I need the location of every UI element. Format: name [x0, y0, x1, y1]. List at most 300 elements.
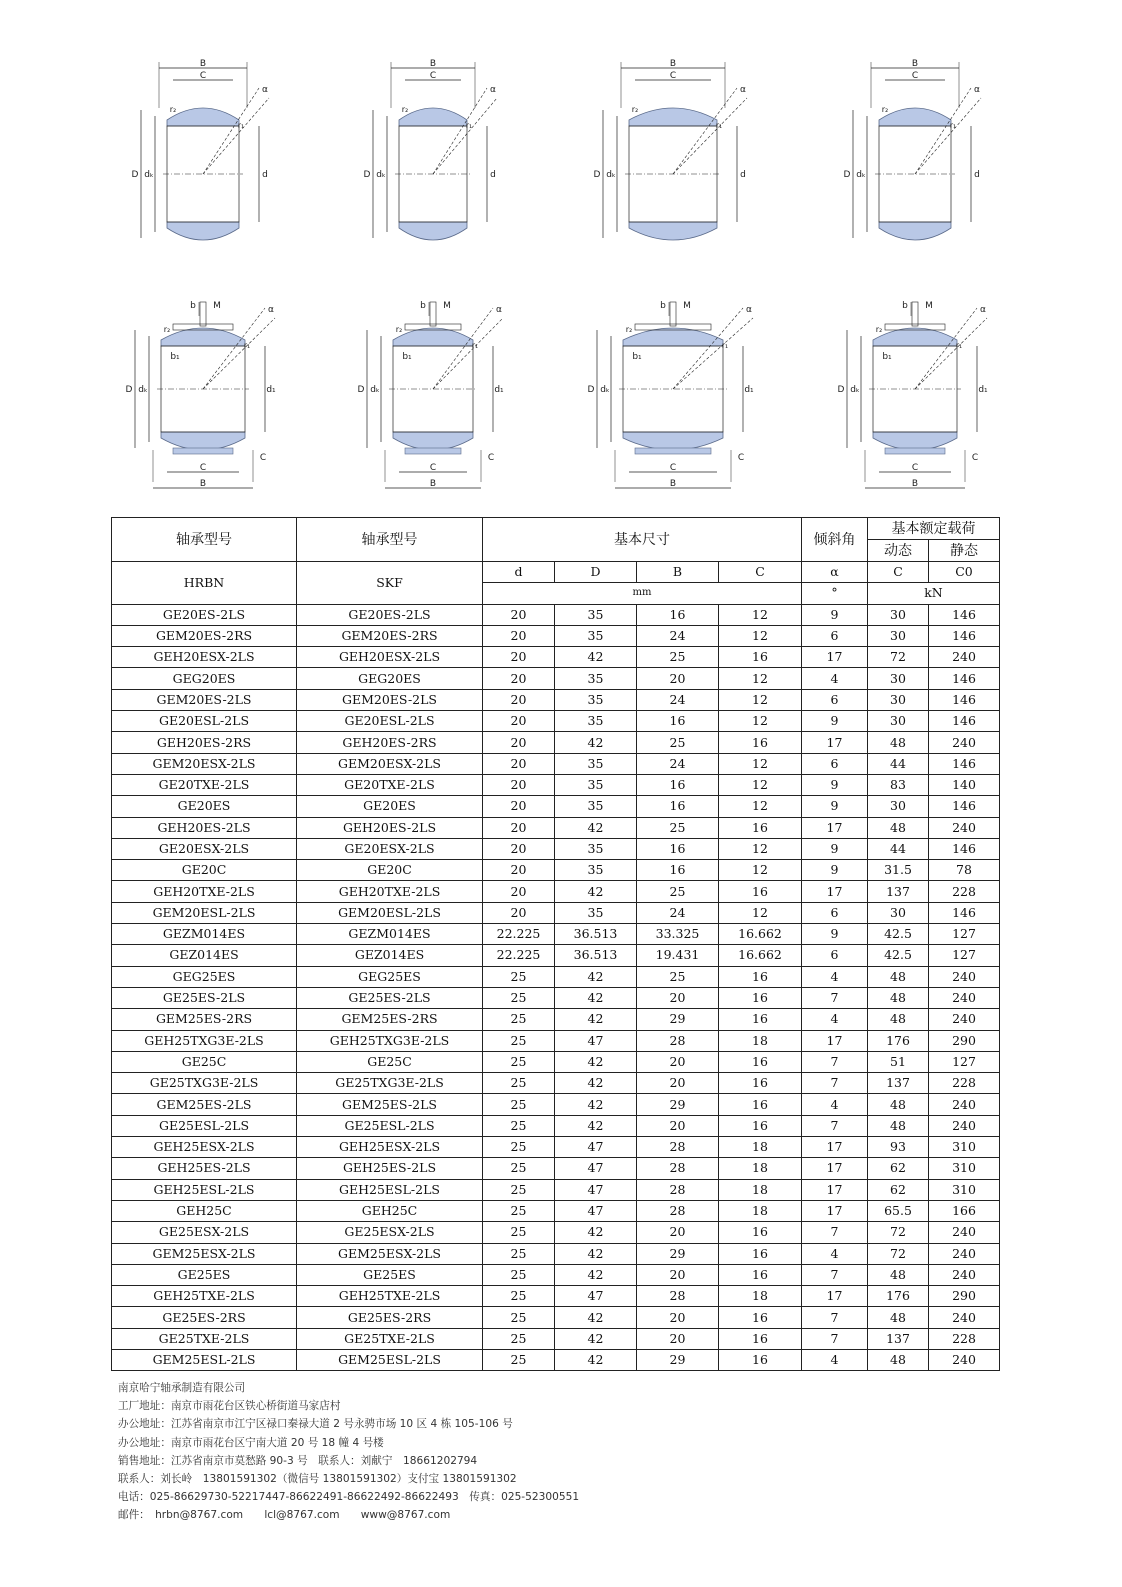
cell-hrbn-model: GEH25TXE-2LS	[112, 1286, 297, 1307]
cell-c0-static: 127	[929, 945, 1000, 966]
cell-alpha: 4	[802, 1009, 868, 1030]
cell-alpha: 17	[802, 732, 868, 753]
cell-skf-model: GE25TXE-2LS	[297, 1328, 483, 1349]
cell-hrbn-model: GEM25ESL-2LS	[112, 1349, 297, 1370]
table-row	[112, 668, 1000, 689]
cell-c0-static: 166	[929, 1200, 1000, 1221]
cell-c-dynamic: 30	[868, 604, 929, 625]
office-address-1: 办公地址：江苏省南京市江宁区禄口秦禄大道 2 号永骋市场 10 区 4 栋 105-106 号	[118, 1418, 513, 1431]
bearing-upper-section-bottom-3	[873, 328, 957, 346]
cell-c-dynamic: 176	[868, 1030, 929, 1051]
label-r1-bottom-1: r₁	[471, 341, 479, 350]
cell-c0-static: 146	[929, 711, 1000, 732]
label-b-bottom-1: b	[420, 301, 426, 311]
cell-D: 35	[555, 796, 637, 817]
label-r2-top-1: r₂	[401, 105, 409, 114]
header-model-skf: 轴承型号	[297, 518, 483, 562]
cell-C: 16	[719, 1349, 802, 1370]
bearing-upper-section-top-3	[879, 108, 951, 126]
cell-c0-static: 240	[929, 647, 1000, 668]
cell-c-dynamic: 72	[868, 1222, 929, 1243]
cell-c0-static: 290	[929, 1030, 1000, 1051]
label-d-top-0: d	[262, 170, 268, 180]
label-B-top-0: B	[199, 59, 207, 69]
table-row	[112, 753, 1000, 774]
table-row	[112, 1243, 1000, 1264]
cell-alpha: 6	[802, 689, 868, 710]
table-row	[112, 902, 1000, 923]
cell-D: 35	[555, 625, 637, 646]
cell-c-dynamic: 42.5	[868, 945, 929, 966]
cell-C: 16	[719, 881, 802, 902]
cell-c-dynamic: 30	[868, 625, 929, 646]
label-r1-top-1: r₁	[465, 121, 473, 130]
cell-D: 42	[555, 987, 637, 1008]
cell-skf-model: GEG25ES	[297, 966, 483, 987]
label-b1-bottom-0: b₁	[170, 352, 180, 362]
label-D-bottom-1: D	[357, 385, 365, 395]
cell-d: 25	[483, 1179, 555, 1200]
cell-skf-model: GE25ESX-2LS	[297, 1222, 483, 1243]
cell-c0-static: 240	[929, 1307, 1000, 1328]
table-row	[112, 1286, 1000, 1307]
cell-c0-static: 240	[929, 966, 1000, 987]
cell-skf-model: GEZM014ES	[297, 924, 483, 945]
alpha-line-1-bottom-2	[673, 308, 743, 389]
label-D-top-0: D	[131, 170, 139, 180]
cell-alpha: 4	[802, 966, 868, 987]
table-row	[112, 1115, 1000, 1136]
header-model-hrbn: 轴承型号	[112, 518, 297, 562]
cell-skf-model: GE25C	[297, 1051, 483, 1072]
cell-alpha: 4	[802, 1243, 868, 1264]
cell-alpha: 17	[802, 1179, 868, 1200]
cell-skf-model: GEH25TXE-2LS	[297, 1286, 483, 1307]
cell-hrbn-model: GEM25ES-2RS	[112, 1009, 297, 1030]
cell-D: 35	[555, 711, 637, 732]
cell-c0-static: 310	[929, 1179, 1000, 1200]
cell-alpha: 7	[802, 1328, 868, 1349]
cell-D: 35	[555, 689, 637, 710]
label-C-bottom-1: C	[429, 463, 437, 473]
cell-C: 16	[719, 1243, 802, 1264]
label-b-bottom-0: b	[190, 301, 196, 311]
cell-alpha: 7	[802, 987, 868, 1008]
cell-skf-model: GEM20ESL-2LS	[297, 902, 483, 923]
cell-hrbn-model: GEM25ESX-2LS	[112, 1243, 297, 1264]
bearing-drawings	[0, 0, 1122, 515]
table-row	[112, 625, 1000, 646]
cell-skf-model: GE20C	[297, 860, 483, 881]
cell-C: 12	[719, 625, 802, 646]
sym-C-dyn: C	[868, 562, 929, 583]
cell-C: 16.662	[719, 924, 802, 945]
cell-d: 25	[483, 966, 555, 987]
table-row	[112, 945, 1000, 966]
cell-D: 42	[555, 1264, 637, 1285]
cell-C: 16	[719, 1073, 802, 1094]
label-alpha-top-1: α	[490, 85, 496, 95]
cell-D: 42	[555, 1115, 637, 1136]
cell-skf-model: GEM25ESX-2LS	[297, 1243, 483, 1264]
bearing-lower-section-bottom-3	[873, 432, 957, 450]
alpha-line-1-top-0	[203, 88, 259, 174]
cell-c0-static: 240	[929, 1009, 1000, 1030]
cell-B: 29	[637, 1009, 719, 1030]
cell-d: 20	[483, 860, 555, 881]
table-row	[112, 689, 1000, 710]
sym-alpha: α	[802, 562, 868, 583]
cell-hrbn-model: GEH20ES-2LS	[112, 817, 297, 838]
header-dynamic: 动态	[868, 540, 929, 562]
cell-skf-model: GEM25ES-2LS	[297, 1094, 483, 1115]
label-B-top-3: B	[911, 59, 919, 69]
cell-d: 25	[483, 987, 555, 1008]
cell-d: 25	[483, 1243, 555, 1264]
table-row	[112, 711, 1000, 732]
lube-hole-bottom-1	[430, 302, 436, 326]
cell-d: 22.225	[483, 924, 555, 945]
cell-B: 20	[637, 1307, 719, 1328]
label-dk-top-0: dₖ	[144, 170, 154, 180]
label-b-bottom-2: b	[660, 301, 666, 311]
alpha-line-1-top-3	[915, 88, 971, 174]
cell-c-dynamic: 30	[868, 689, 929, 710]
cell-C: 16.662	[719, 945, 802, 966]
cell-D: 35	[555, 668, 637, 689]
cell-c0-static: 146	[929, 604, 1000, 625]
cell-skf-model: GEH20ES-2LS	[297, 817, 483, 838]
cell-c0-static: 146	[929, 902, 1000, 923]
cell-C: 18	[719, 1137, 802, 1158]
cell-d: 20	[483, 881, 555, 902]
sym-B: B	[637, 562, 719, 583]
cell-alpha: 9	[802, 924, 868, 945]
cell-hrbn-model: GE25TXG3E-2LS	[112, 1073, 297, 1094]
alpha-line-1-top-2	[673, 88, 737, 174]
cell-hrbn-model: GE25ES	[112, 1264, 297, 1285]
cell-c-dynamic: 137	[868, 881, 929, 902]
cell-B: 28	[637, 1200, 719, 1221]
header-tilt-angle: 倾斜角	[802, 518, 868, 562]
cell-alpha: 17	[802, 817, 868, 838]
cell-C: 12	[719, 668, 802, 689]
label-B-top-2: B	[669, 59, 677, 69]
label-D-bottom-2: D	[587, 385, 595, 395]
cell-d: 20	[483, 625, 555, 646]
label-C-low-bottom-2: C	[737, 453, 745, 463]
cell-D: 42	[555, 1073, 637, 1094]
label-alpha-bottom-3: α	[980, 305, 986, 315]
cell-c0-static: 228	[929, 1073, 1000, 1094]
table-row	[112, 1009, 1000, 1030]
cell-alpha: 9	[802, 604, 868, 625]
cell-B: 25	[637, 817, 719, 838]
cell-C: 16	[719, 1264, 802, 1285]
cell-B: 20	[637, 1222, 719, 1243]
cell-c-dynamic: 48	[868, 987, 929, 1008]
cell-D: 42	[555, 1051, 637, 1072]
cell-C: 16	[719, 1307, 802, 1328]
cell-B: 29	[637, 1094, 719, 1115]
cell-D: 47	[555, 1286, 637, 1307]
label-D-top-1: D	[363, 170, 371, 180]
cell-c0-static: 310	[929, 1137, 1000, 1158]
cell-C: 12	[719, 604, 802, 625]
cell-hrbn-model: GE20ESL-2LS	[112, 711, 297, 732]
cell-B: 24	[637, 689, 719, 710]
header-basic-dimensions: 基本尺寸	[483, 518, 802, 562]
cell-C: 16	[719, 987, 802, 1008]
cell-C: 18	[719, 1200, 802, 1221]
cell-alpha: 7	[802, 1073, 868, 1094]
cell-B: 20	[637, 1073, 719, 1094]
cell-skf-model: GE25TXG3E-2LS	[297, 1073, 483, 1094]
cell-d: 20	[483, 817, 555, 838]
cell-c-dynamic: 72	[868, 1243, 929, 1264]
bearing-upper-section-bottom-1	[393, 328, 473, 346]
header-static: 静态	[929, 540, 1000, 562]
cell-d: 20	[483, 902, 555, 923]
cell-c-dynamic: 48	[868, 1264, 929, 1285]
label-r1-bottom-3: r₁	[955, 341, 963, 350]
cell-c0-static: 146	[929, 753, 1000, 774]
cell-c-dynamic: 42.5	[868, 924, 929, 945]
bearing-upper-section-bottom-0	[161, 328, 245, 346]
cell-c0-static: 127	[929, 924, 1000, 945]
cell-d: 25	[483, 1073, 555, 1094]
cell-skf-model: GE25ESL-2LS	[297, 1115, 483, 1136]
label-B-bottom-1: B	[429, 479, 437, 489]
label-r2-bottom-2: r₂	[625, 325, 633, 334]
cell-hrbn-model: GE20ES-2LS	[112, 604, 297, 625]
cell-C: 12	[719, 902, 802, 923]
bearing-outer-bot-bottom-2	[635, 448, 711, 454]
label-C-bottom-0: C	[199, 463, 207, 473]
cell-B: 28	[637, 1030, 719, 1051]
cell-B: 20	[637, 1115, 719, 1136]
cell-c-dynamic: 48	[868, 732, 929, 753]
cell-c-dynamic: 31.5	[868, 860, 929, 881]
cell-alpha: 4	[802, 1349, 868, 1370]
alpha-line-1-bottom-0	[203, 308, 265, 389]
cell-C: 18	[719, 1030, 802, 1051]
cell-d: 25	[483, 1137, 555, 1158]
cell-hrbn-model: GE25TXE-2LS	[112, 1328, 297, 1349]
cell-alpha: 7	[802, 1115, 868, 1136]
label-alpha-top-3: α	[974, 85, 980, 95]
cell-C: 16	[719, 1115, 802, 1136]
label-M-bottom-3: M	[925, 301, 933, 311]
cell-c-dynamic: 62	[868, 1179, 929, 1200]
cell-D: 36.513	[555, 945, 637, 966]
cell-c-dynamic: 48	[868, 1009, 929, 1030]
cell-D: 42	[555, 1009, 637, 1030]
cell-D: 47	[555, 1200, 637, 1221]
cell-d: 25	[483, 1200, 555, 1221]
cell-c-dynamic: 44	[868, 838, 929, 859]
cell-skf-model: GE25ES	[297, 1264, 483, 1285]
cell-alpha: 7	[802, 1222, 868, 1243]
cell-c-dynamic: 62	[868, 1158, 929, 1179]
cell-c-dynamic: 48	[868, 1349, 929, 1370]
label-d-bottom-2: d₁	[744, 385, 754, 395]
label-r1-bottom-0: r₁	[243, 341, 251, 350]
cell-skf-model: GE20TXE-2LS	[297, 774, 483, 795]
table-row	[112, 860, 1000, 881]
table-row	[112, 1073, 1000, 1094]
label-r2-bottom-0: r₂	[163, 325, 171, 334]
cell-D: 42	[555, 1094, 637, 1115]
cell-hrbn-model: GE25C	[112, 1051, 297, 1072]
table-row	[112, 1349, 1000, 1370]
cell-d: 25	[483, 1222, 555, 1243]
cell-B: 25	[637, 966, 719, 987]
lube-hole-bottom-0	[200, 302, 206, 326]
cell-D: 42	[555, 1307, 637, 1328]
cell-c-dynamic: 48	[868, 1307, 929, 1328]
table-row	[112, 1222, 1000, 1243]
label-C-top-3: C	[911, 71, 919, 81]
cell-C: 12	[719, 860, 802, 881]
cell-c-dynamic: 65.5	[868, 1200, 929, 1221]
cell-hrbn-model: GE20ESX-2LS	[112, 838, 297, 859]
cell-B: 28	[637, 1286, 719, 1307]
label-C-top-1: C	[429, 71, 437, 81]
label-B-bottom-3: B	[911, 479, 919, 489]
label-alpha-bottom-1: α	[496, 305, 502, 315]
unit-kn: kN	[868, 583, 1000, 604]
cell-c0-static: 240	[929, 1264, 1000, 1285]
cell-c0-static: 146	[929, 838, 1000, 859]
bearing-outer-bot-bottom-0	[173, 448, 233, 454]
cell-hrbn-model: GEM20ESX-2LS	[112, 753, 297, 774]
table-row	[112, 1328, 1000, 1349]
cell-hrbn-model: GEM20ES-2RS	[112, 625, 297, 646]
cell-c-dynamic: 83	[868, 774, 929, 795]
cell-alpha: 9	[802, 860, 868, 881]
cell-B: 20	[637, 987, 719, 1008]
table-row	[112, 1179, 1000, 1200]
cell-B: 16	[637, 774, 719, 795]
label-d-bottom-1: d₁	[494, 385, 504, 395]
cell-alpha: 6	[802, 945, 868, 966]
label-d-top-1: d	[490, 170, 496, 180]
label-r2-bottom-1: r₂	[395, 325, 403, 334]
bearing-outer-bot-bottom-3	[885, 448, 945, 454]
cell-hrbn-model: GE20ES	[112, 796, 297, 817]
cell-d: 20	[483, 732, 555, 753]
cell-B: 28	[637, 1158, 719, 1179]
cell-hrbn-model: GEH20ESX-2LS	[112, 647, 297, 668]
label-r2-top-3: r₂	[881, 105, 889, 114]
spec-rows	[112, 604, 1000, 1371]
label-b-bottom-3: b	[902, 301, 908, 311]
label-B-bottom-0: B	[199, 479, 207, 489]
cell-c0-static: 240	[929, 987, 1000, 1008]
phone-fax: 电话：025-86629730-52217447-86622491-86622492-86622493 传真：025-52300551	[118, 1491, 580, 1504]
cell-skf-model: GEH25TXG3E-2LS	[297, 1030, 483, 1051]
table-row	[112, 1094, 1000, 1115]
cell-skf-model: GEH25ESX-2LS	[297, 1137, 483, 1158]
table-row	[112, 1158, 1000, 1179]
cell-alpha: 4	[802, 1094, 868, 1115]
header-row-1	[112, 518, 1000, 540]
label-b1-bottom-3: b₁	[882, 352, 892, 362]
cell-alpha: 9	[802, 838, 868, 859]
unit-deg: °	[802, 583, 868, 604]
cell-c0-static: 127	[929, 1051, 1000, 1072]
cell-c0-static: 240	[929, 1222, 1000, 1243]
cell-c-dynamic: 48	[868, 1094, 929, 1115]
label-D-top-2: D	[593, 170, 601, 180]
cell-C: 16	[719, 1328, 802, 1349]
cell-B: 29	[637, 1349, 719, 1370]
cell-hrbn-model: GEG25ES	[112, 966, 297, 987]
cell-D: 42	[555, 1328, 637, 1349]
cell-alpha: 7	[802, 1051, 868, 1072]
cell-D: 47	[555, 1179, 637, 1200]
cell-c-dynamic: 30	[868, 796, 929, 817]
sym-D: D	[555, 562, 637, 583]
label-C-bottom-3: C	[911, 463, 919, 473]
cell-d: 25	[483, 1051, 555, 1072]
table-row	[112, 1200, 1000, 1221]
cell-skf-model: GEM25ES-2RS	[297, 1009, 483, 1030]
unit-mm: mm	[483, 583, 802, 604]
cell-c0-static: 240	[929, 1243, 1000, 1264]
cell-D: 35	[555, 753, 637, 774]
cell-c-dynamic: 93	[868, 1137, 929, 1158]
lube-hole-bottom-3	[912, 302, 918, 326]
sym-C0: C0	[929, 562, 1000, 583]
cell-d: 20	[483, 838, 555, 859]
cell-D: 42	[555, 817, 637, 838]
cell-d: 20	[483, 774, 555, 795]
label-dk-top-2: dₖ	[606, 170, 616, 180]
cell-d: 25	[483, 1307, 555, 1328]
table-row	[112, 1030, 1000, 1051]
cell-C: 12	[719, 711, 802, 732]
cell-hrbn-model: GEH25TXG3E-2LS	[112, 1030, 297, 1051]
cell-D: 35	[555, 774, 637, 795]
cell-C: 16	[719, 1009, 802, 1030]
cell-c0-static: 240	[929, 1349, 1000, 1370]
cell-C: 16	[719, 1094, 802, 1115]
cell-c-dynamic: 30	[868, 668, 929, 689]
cell-skf-model: GE20ES	[297, 796, 483, 817]
label-C-low-bottom-0: C	[259, 453, 267, 463]
cell-C: 16	[719, 647, 802, 668]
label-B-bottom-2: B	[669, 479, 677, 489]
cell-alpha: 6	[802, 902, 868, 923]
cell-c0-static: 240	[929, 817, 1000, 838]
lube-hole-bottom-2	[670, 302, 676, 326]
cell-B: 20	[637, 1264, 719, 1285]
cell-skf-model: GEH25ES-2LS	[297, 1158, 483, 1179]
cell-c0-static: 290	[929, 1286, 1000, 1307]
cell-d: 22.225	[483, 945, 555, 966]
cell-C: 16	[719, 732, 802, 753]
table-row	[112, 987, 1000, 1008]
cell-hrbn-model: GEH25ES-2LS	[112, 1158, 297, 1179]
bearing-upper-section-top-1	[399, 108, 467, 126]
table-row	[112, 838, 1000, 859]
cell-D: 42	[555, 647, 637, 668]
cell-alpha: 4	[802, 668, 868, 689]
cell-hrbn-model: GEG20ES	[112, 668, 297, 689]
label-M-bottom-1: M	[443, 301, 451, 311]
